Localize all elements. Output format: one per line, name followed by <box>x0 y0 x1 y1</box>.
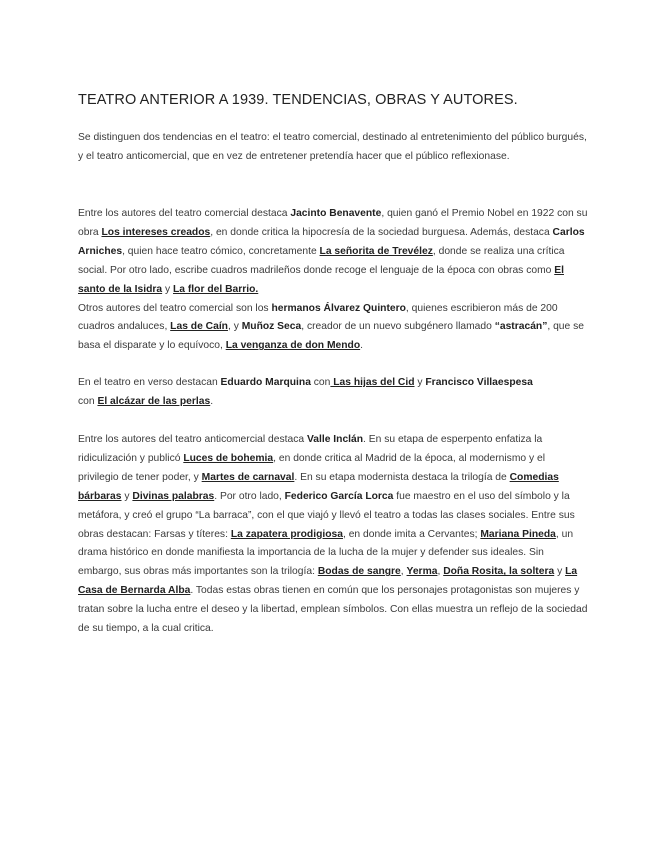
link-la-senorita-de-trevelez[interactable]: La señorita de Trevélez <box>319 245 433 257</box>
text-segment: Entre los autores del teatro anticomercial destaca <box>78 434 307 445</box>
text-segment: , quien hace teatro cómico, concretamente <box>122 245 320 257</box>
link-dona-rosita-la-soltera[interactable]: Doña Rosita, la soltera <box>443 566 555 578</box>
term-astracan: “astracán” <box>494 321 548 333</box>
text-segment: y <box>121 490 133 502</box>
author-alvarez-quintero: hermanos Álvarez Quintero <box>271 302 406 314</box>
intro-paragraph: Se distinguen dos tendencias en el teatro: el teatro comercial, destinado al entretenimiento del público burgués, y el teatro anticomercial, que en vez de entretener pretendía hacer que el público reflexionase. <box>78 132 587 162</box>
author-garcia-lorca: Federico García Lorca <box>284 490 394 502</box>
text-segment: , en donde critica la hipocresía de la sociedad burguesa. Además, destaca <box>210 226 553 238</box>
verse-theatre-paragraph <box>78 374 588 412</box>
author-marquina: Eduardo Marquina <box>220 377 311 388</box>
link-la-zapatera-prodigiosa[interactable]: La zapatera prodigiosa <box>230 528 343 540</box>
link-las-hijas-del-cid[interactable]: Las hijas del Cid <box>330 377 415 388</box>
link-yerma[interactable]: Yerma <box>406 566 438 578</box>
text-segment: , en donde critica al Madrid de la época, al modernismo y el privilegio de tener poder, y <box>78 452 546 483</box>
text-segment: , y <box>227 321 242 333</box>
text-segment: , un drama histórico en donde manifiesta la importancia de la lucha de la mujer y defender sus ideales. Sin embargo, sus obras más importantes son la trilogía: <box>78 528 574 578</box>
link-comedias-barbaras[interactable]: Comedias bárbaras <box>78 471 559 502</box>
text-segment: con <box>310 377 331 388</box>
text-segment: . <box>360 340 364 352</box>
text-segment: , <box>437 566 444 578</box>
text-segment: y <box>414 377 426 388</box>
text-segment: , en donde imita a Cervantes; <box>342 528 481 540</box>
author-benavente: Jacinto Benavente <box>290 208 382 219</box>
link-bodas-de-sangre[interactable]: Bodas de sangre <box>317 566 401 578</box>
anticommercial-theatre-paragraph <box>78 431 588 639</box>
link-martes-de-carnaval[interactable]: Martes de carnaval <box>201 471 295 483</box>
text-segment: , donde se realiza una crítica social. Por otro lado, escribe cuadros madrileños donde recoge el lenguaje de la época con obras como <box>78 245 565 276</box>
link-mariana-pineda[interactable]: Mariana Pineda <box>480 528 556 540</box>
text-segment: Entre los autores del teatro comercial destaca <box>78 208 291 219</box>
text-segment: con <box>78 395 98 407</box>
link-luces-de-bohemia[interactable]: Luces de bohemia <box>183 452 274 464</box>
link-la-casa-de-bernarda-alba[interactable]: La Casa de Bernarda Alba <box>78 566 578 597</box>
author-munoz-seca: Muñoz Seca <box>241 321 302 333</box>
text-segment: , que se basa el disparate y lo equívoco, <box>78 321 584 352</box>
link-la-venganza-de-don-mendo[interactable]: La venganza de don Mendo <box>225 340 361 352</box>
text-segment: . Todas estas obras tienen en común que los personajes protagonistas son mujeres y tratan sobre la lucha entre el deseo y la libertad, emplean símbolos. Con ellas muestra un reflejo de la sociedad de su tiempo, a la cual critica. <box>78 585 588 635</box>
text-segment: , quien ganó el Premio Nobel en 1922 con su obra <box>78 208 588 238</box>
document-title: TEATRO ANTERIOR A 1939. TENDENCIAS, OBRAS Y AUTORES. <box>78 92 518 108</box>
text-segment: Otros autores del teatro comercial son los <box>78 302 272 314</box>
link-el-santo-de-la-isidra[interactable]: El santo de la Isidra <box>78 264 564 295</box>
text-segment: . <box>210 395 214 407</box>
text-segment: , quienes escribieron más de 200 cuadros andaluces, <box>78 302 558 333</box>
text-segment: . Por otro lado, <box>214 490 285 502</box>
text-segment: . En su etapa de esperpento enfatiza la ridiculización y publicó <box>78 434 543 464</box>
text-segment: y <box>554 566 566 578</box>
text-segment: , creador de un nuevo subgénero llamado <box>301 321 495 333</box>
link-los-intereses-creados[interactable]: Los intereses creados <box>101 226 211 238</box>
text-segment: fue maestro en el uso del símbolo y la metáfora, y creó el grupo “La barraca”, con el que viajó y llevó el teatro a todas las clases sociales. Entre sus obras destacan: Farsas y títeres: <box>78 490 575 540</box>
link-el-alcazar-de-las-perlas[interactable]: El alcázar de las perlas <box>97 395 211 407</box>
link-divinas-palabras[interactable]: Divinas palabras <box>132 490 215 502</box>
text-segment: . En su etapa modernista destaca la trilogía de <box>294 471 510 483</box>
text-segment: En el teatro en verso destacan <box>78 377 221 388</box>
author-valle-inclan: Valle Inclán <box>306 434 364 445</box>
commercial-theatre-paragraph <box>78 205 588 356</box>
text-segment: y <box>162 283 173 295</box>
link-la-flor-del-barrio[interactable]: La flor del Barrio. <box>173 283 259 295</box>
author-villaespesa: Francisco Villaespesa <box>425 377 533 388</box>
author-arniches: Carlos Arniches <box>78 226 585 257</box>
link-las-de-cain[interactable]: Las de Caín <box>170 321 228 333</box>
text-segment: , <box>400 566 407 578</box>
